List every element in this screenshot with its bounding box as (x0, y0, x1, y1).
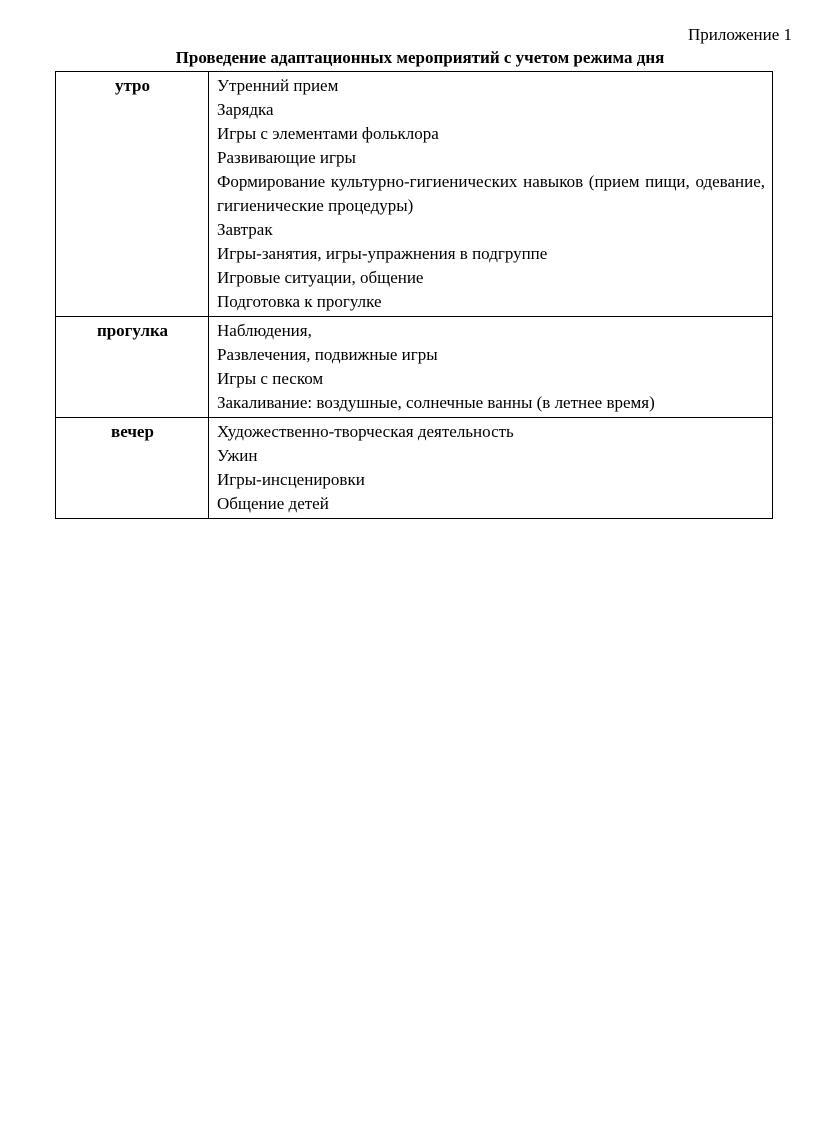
table-row (56, 317, 773, 418)
period-cell: вечер (56, 418, 209, 519)
period-cell: прогулка (56, 317, 209, 418)
activity-item: Завтрак (217, 220, 273, 239)
document-title: Проведение адаптационных мероприятий с учетом режима дня (175, 48, 665, 67)
schedule-table (55, 71, 773, 519)
activity-item: Наблюдения, (217, 321, 312, 340)
activity-item: Игры с элементами фольклора (217, 124, 439, 143)
activity-item: Игры с песком (217, 369, 324, 388)
activity-item: Развивающие игры (217, 148, 356, 167)
activity-item: Игры-занятия, игры-упражнения в подгруппе (217, 244, 548, 263)
activity-item: Игровые ситуации, общение (217, 268, 424, 287)
appendix-label: Приложение 1 (688, 25, 792, 44)
activities-cell (209, 72, 773, 317)
period-cell: утро (56, 72, 209, 317)
activity-item: Закаливание: воздушные, солнечные ванны (в летнее время) (217, 393, 655, 412)
activity-item: Подготовка к прогулке (217, 292, 382, 311)
activity-item: Зарядка (217, 100, 274, 119)
table-row (56, 418, 773, 519)
activities-cell (209, 418, 773, 519)
activity-item: Развлечения, подвижные игры (217, 345, 438, 364)
activity-item: Художественно-творческая деятельность (217, 422, 514, 441)
activity-item: Общение детей (217, 494, 329, 513)
activity-item: Формирование культурно-гигиенических навыков (прием пищи, одевание, гигиенические процедуры) (217, 172, 765, 215)
activity-item: Утренний прием (217, 76, 339, 95)
activities-cell (209, 317, 773, 418)
table-row (56, 72, 773, 317)
activity-item: Игры-инсценировки (217, 470, 365, 489)
activity-item: Ужин (217, 446, 258, 465)
